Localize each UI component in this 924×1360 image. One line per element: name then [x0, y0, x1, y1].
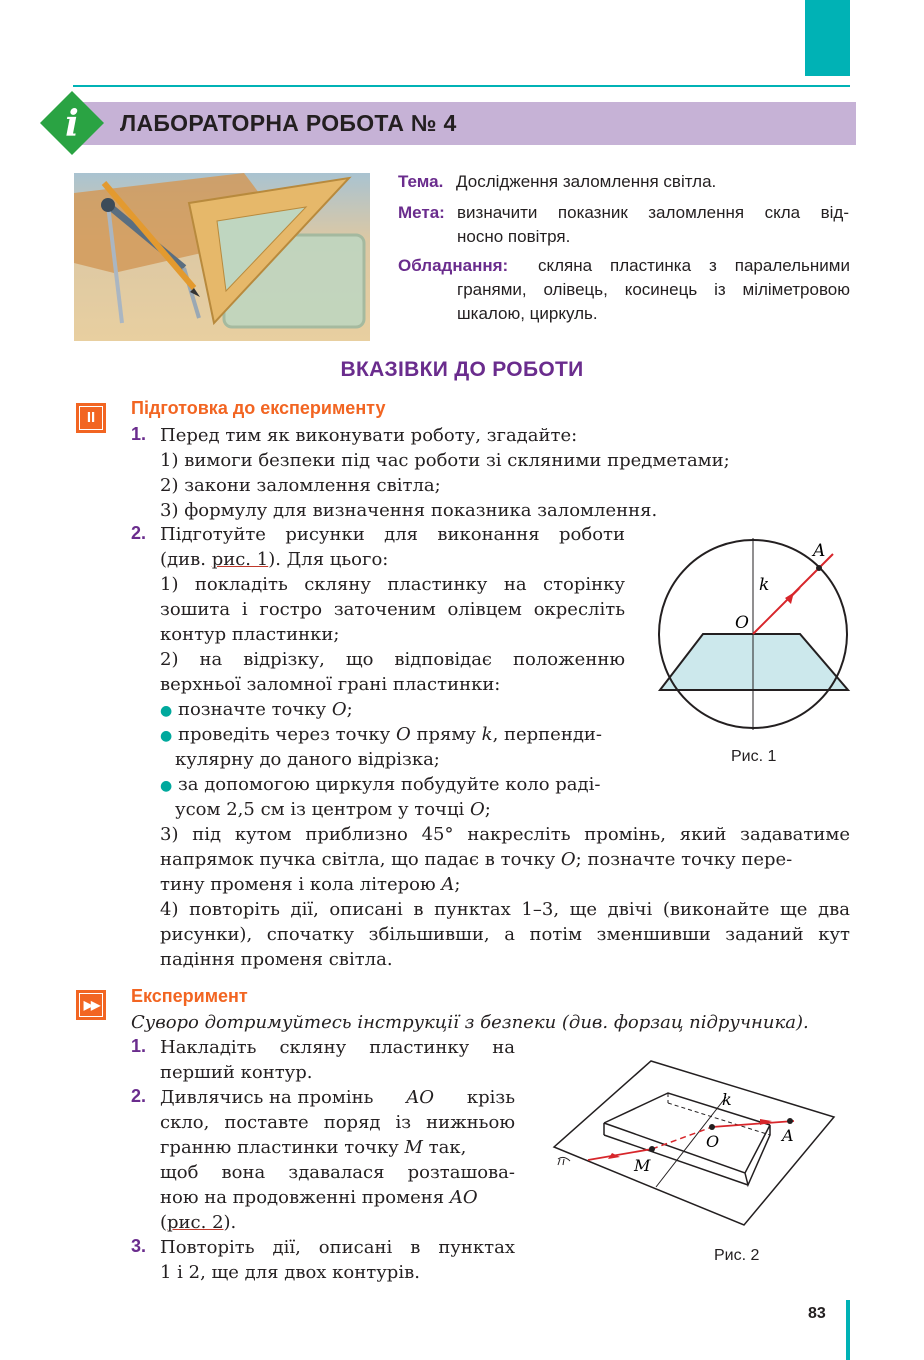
prep-1-line: 3) формулу для визначення показника заломлення. — [160, 500, 658, 521]
experiment-note: Суворо дотримуйтесь інструкції з безпеки (див. форзац підручника). — [131, 1012, 809, 1033]
page-title: ЛАБОРАТОРНА РОБОТА № 4 — [120, 110, 457, 136]
experiment-heading: Експеримент — [131, 986, 248, 1006]
exp-2-line: ною на продовженні променя AO — [160, 1187, 478, 1208]
svg-text:O: O — [706, 1132, 720, 1151]
prep-1-line: Перед тим як виконувати роботу, згадайте: — [160, 425, 578, 446]
fig2-caption: Рис. 2 — [714, 1247, 760, 1264]
header-rule — [73, 85, 850, 87]
exp-2-line: щоб вона здавалася розташова- — [160, 1162, 515, 1183]
goal-text-2: носно повітря. — [457, 227, 571, 246]
prep-2-line: (див. рис. 1). Для цього: — [160, 549, 389, 570]
pause-icon: II — [76, 403, 106, 433]
point-a — [816, 565, 822, 571]
svg-text:i: i — [65, 103, 79, 145]
equipment-label-row — [398, 254, 508, 278]
prep-2-line: рисунки), спочатку збільшивши, а потім зменшивши заданий кут — [160, 924, 850, 945]
exp-1-line: Накладіть скляну пластинку на — [160, 1037, 515, 1058]
ray-arrow — [785, 588, 801, 604]
step-number: 1. — [131, 1036, 147, 1056]
exp-2-line: гранню пластинки точку M так, — [160, 1137, 467, 1158]
prep-2-line: падіння променя світла. — [160, 949, 393, 970]
equipment-label: Обладнання: — [398, 256, 509, 275]
bullet-item-cont: усом 2,5 см із центром у точці O; — [175, 799, 491, 820]
bullet-icon: ● — [160, 703, 173, 719]
info-icon — [38, 89, 106, 157]
svg-text:k: k — [759, 575, 770, 595]
equipment-text-3: шкалою, циркуль. — [457, 304, 598, 323]
svg-text:O: O — [735, 613, 749, 633]
play-icon: ▶▶ — [76, 990, 106, 1020]
step-number: 2. — [131, 523, 147, 543]
prep-2-line: верхньої заломної грані пластинки: — [160, 674, 501, 695]
figure-1 — [655, 538, 855, 738]
page-bar — [846, 1300, 850, 1360]
equipment-text-2: гранями, олівець, косинець із міліметровою — [457, 280, 850, 299]
prep-2-line: напрямок пучка світла, що падає в точку O; позначте точку пере- — [160, 849, 793, 870]
exp-2-line: (рис. 2). — [160, 1212, 237, 1233]
prep-1-line: 2) закони заломлення світла; — [160, 475, 441, 496]
fig2-link[interactable]: рис. 2 — [167, 1212, 224, 1233]
prep-2-line: Підготуйте рисунки для виконання роботи — [160, 524, 625, 545]
goal-label: Мета: — [398, 203, 445, 222]
page-number: 83 — [808, 1305, 826, 1322]
equipment-photo — [74, 173, 370, 341]
step-number: 3. — [131, 1236, 147, 1256]
bullet-icon: ● — [160, 728, 173, 744]
exp-3-line: Повторіть дії, описані в пунктах — [160, 1237, 515, 1258]
equipment-text-1: скляна пластинка з паралельними — [538, 256, 850, 275]
bullet-item: ● позначте точку O; — [160, 699, 353, 720]
goal-text-1: визначити показник заломлення скла від- — [457, 203, 849, 222]
prep-2-line: контур пластинки; — [160, 624, 340, 645]
exp-2-line: скло, поставте поряд із нижньою — [160, 1112, 515, 1133]
goal-label-row — [398, 201, 445, 225]
glass-plate — [660, 634, 848, 690]
step-number: 1. — [131, 424, 147, 444]
prep-heading: Підготовка до експерименту — [131, 398, 386, 418]
bullet-item: ● за допомогою циркуля побудуйте коло раді- — [160, 774, 601, 795]
prep-2-line: 1) покладіть скляну пластинку на сторінку — [160, 574, 625, 595]
fig1-caption: Рис. 1 — [731, 748, 777, 765]
exp-3-line: 1 і 2, ще для двох контурів. — [160, 1262, 420, 1283]
prep-2-line: тину променя і кола літерою A; — [160, 874, 461, 895]
prep-2-line: 4) повторіть дії, описані в пунктах 1–3, ще двічі (виконайте ще два — [160, 899, 850, 920]
exp-1-line: перший контур. — [160, 1062, 313, 1083]
figure-2 — [548, 1055, 838, 1230]
eye-icon — [558, 1157, 570, 1165]
topic-text: Дослідження заломлення світла. — [456, 172, 717, 191]
prep-1-line: 1) вимоги безпеки під час роботи зі скляними предметами; — [160, 450, 730, 471]
exp-2-line: Дивлячись на промінь AO крізь — [160, 1087, 515, 1108]
svg-text:A: A — [813, 541, 826, 561]
bullet-icon: ● — [160, 778, 173, 794]
corner-tab — [805, 0, 850, 76]
svg-text:A: A — [782, 1126, 794, 1145]
prep-2-line: 3) під кутом приблизно 45° накресліть промінь, який задаватиме — [160, 824, 850, 845]
bullet-item: ● проведіть через точку O пряму k, перпенди- — [160, 724, 602, 745]
bullet-item-cont: кулярну до даного відрізка; — [175, 749, 440, 770]
svg-text:M: M — [634, 1156, 651, 1175]
prep-2-line: зошита і гостро заточеним олівцем окресліть — [160, 599, 625, 620]
svg-text:k: k — [722, 1090, 732, 1109]
topic-row — [398, 170, 716, 194]
prep-2-line: 2) на відрізку, що відповідає положенню — [160, 649, 625, 670]
step-number: 2. — [131, 1086, 147, 1106]
topic-label: Тема. — [398, 172, 444, 191]
section-title: ВКАЗІВКИ ДО РОБОТИ — [340, 358, 584, 381]
fig1-link[interactable]: рис. 1 — [211, 549, 269, 570]
